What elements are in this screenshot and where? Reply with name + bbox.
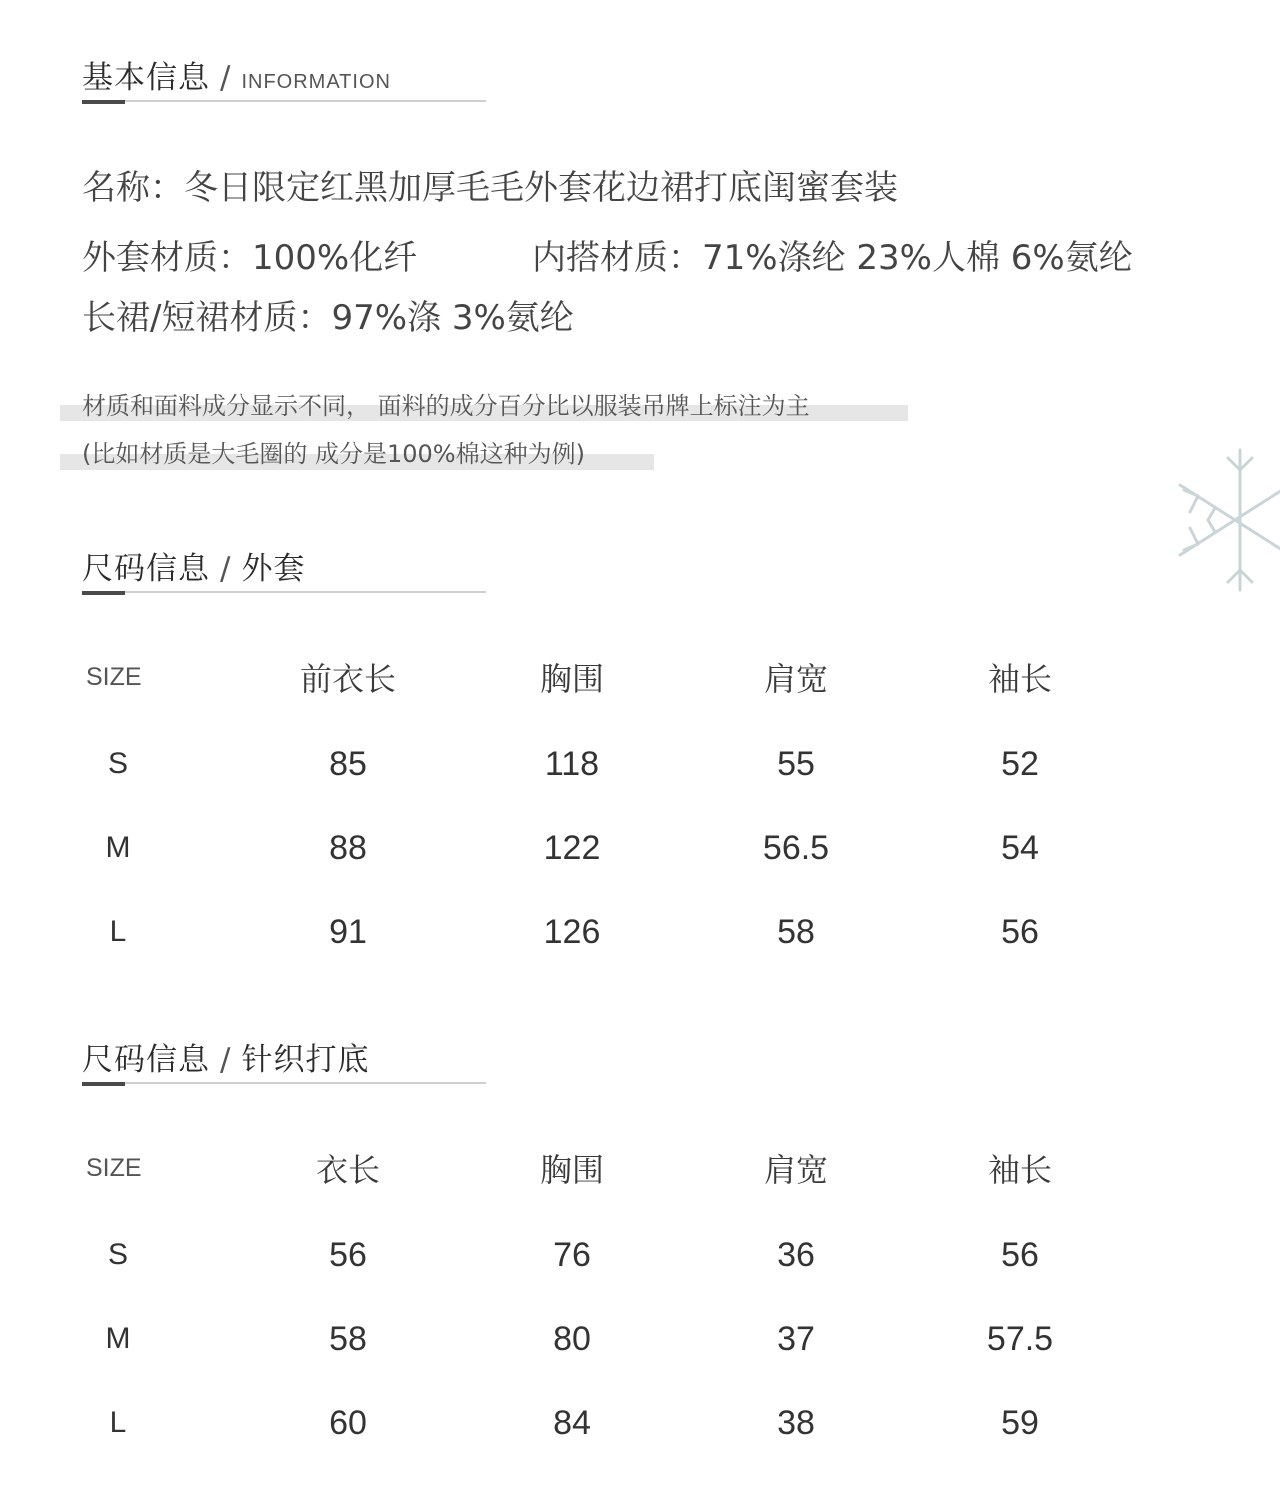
table-cell: 56.5: [762, 828, 830, 867]
table-row: [0, 806, 1132, 890]
section-divider: [82, 100, 486, 102]
size-cell: S: [107, 1238, 128, 1271]
section-title: [82, 1034, 369, 1079]
coat-size-table: [0, 632, 1132, 974]
outer-material: 外套材质：100%化纤: [82, 238, 418, 278]
material-note-1: 材质和面料成分显示不同， 面料的成分百分比以服装吊牌上标注为主: [82, 392, 810, 420]
snowflake-icon: [1160, 440, 1280, 600]
table-header-row: [0, 1123, 1132, 1213]
table-cell: 122: [543, 828, 601, 867]
table-cell: 52: [1001, 744, 1039, 783]
section-title: [82, 543, 305, 588]
column-header-length: 衣长: [315, 1151, 380, 1189]
table-cell: 56: [329, 1235, 367, 1274]
section-header-information: [82, 52, 486, 102]
section-header-knit-size: [82, 1034, 486, 1084]
table-cell: 76: [553, 1235, 591, 1274]
table-cell: 54: [1001, 828, 1039, 867]
column-header-length: 前衣长: [299, 660, 396, 698]
section-header-coat-size: [82, 543, 486, 593]
column-header-chest: 胸围: [539, 1151, 604, 1189]
size-cell: L: [109, 915, 127, 948]
section-divider: [82, 1082, 486, 1084]
skirt-material: 长裙/短裙材质：97%涤 3%氨纶: [82, 298, 574, 338]
section-slash: /: [220, 551, 232, 587]
size-cell: L: [109, 1406, 127, 1439]
table-cell: 88: [329, 828, 367, 867]
table-row: [0, 1381, 1132, 1465]
size-cell: M: [105, 1322, 131, 1355]
table-row: [0, 1213, 1132, 1297]
table-cell: 56: [1001, 912, 1039, 951]
table-cell: 55: [777, 744, 815, 783]
table-cell: 58: [777, 912, 815, 951]
section-accent-bar: [82, 100, 125, 104]
section-title: [82, 52, 391, 97]
section-subtitle: 针织打底: [241, 1042, 370, 1078]
section-slash: /: [220, 60, 232, 96]
table-cell: 57.5: [986, 1319, 1054, 1358]
column-header-size: SIZE: [86, 662, 142, 691]
table-cell: 60: [329, 1403, 367, 1442]
table-row: [0, 1297, 1132, 1381]
section-subtitle: 外套: [241, 551, 306, 587]
table-header-row: [0, 632, 1132, 722]
table-cell: 84: [553, 1403, 591, 1442]
section-accent-bar: [82, 1082, 125, 1086]
table-cell: 118: [544, 744, 600, 783]
column-header-shoulder: 肩宽: [763, 1151, 828, 1189]
table-cell: 37: [777, 1319, 815, 1358]
table-cell: 59: [1001, 1403, 1039, 1442]
inner-material: 内搭材质：71%涤纶 23%人棉 6%氨纶: [532, 238, 1133, 278]
table-row: [0, 890, 1132, 974]
table-cell: 56: [1001, 1235, 1039, 1274]
table-cell: 80: [553, 1319, 591, 1358]
table-row: [0, 722, 1132, 806]
section-subtitle: INFORMATION: [241, 71, 391, 93]
table-cell: 85: [329, 744, 367, 783]
table-cell: 36: [777, 1235, 815, 1274]
table-cell: 126: [543, 912, 601, 951]
column-header-sleeve: 袖长: [987, 1151, 1052, 1189]
table-cell: 91: [329, 912, 367, 951]
table-cell: 38: [777, 1403, 815, 1442]
section-divider: [82, 591, 486, 593]
column-header-shoulder: 肩宽: [763, 660, 828, 698]
column-header-chest: 胸围: [539, 660, 604, 698]
column-header-sleeve: 袖长: [987, 660, 1052, 698]
section-accent-bar: [82, 591, 125, 595]
knit-size-table: [0, 1123, 1132, 1465]
size-cell: S: [107, 747, 128, 780]
section-title-text: 尺码信息: [82, 551, 210, 587]
section-slash: /: [220, 1042, 232, 1078]
size-cell: M: [105, 831, 131, 864]
column-header-size: SIZE: [86, 1153, 142, 1182]
material-note-2: (比如材质是大毛圈的 成分是100%棉这种为例): [82, 440, 585, 468]
section-title-text: 尺码信息: [82, 1042, 210, 1078]
product-name: 名称：冬日限定红黑加厚毛毛外套花边裙打底闺蜜套装: [82, 168, 898, 208]
table-cell: 58: [329, 1319, 367, 1358]
section-title-text: 基本信息: [82, 60, 210, 96]
